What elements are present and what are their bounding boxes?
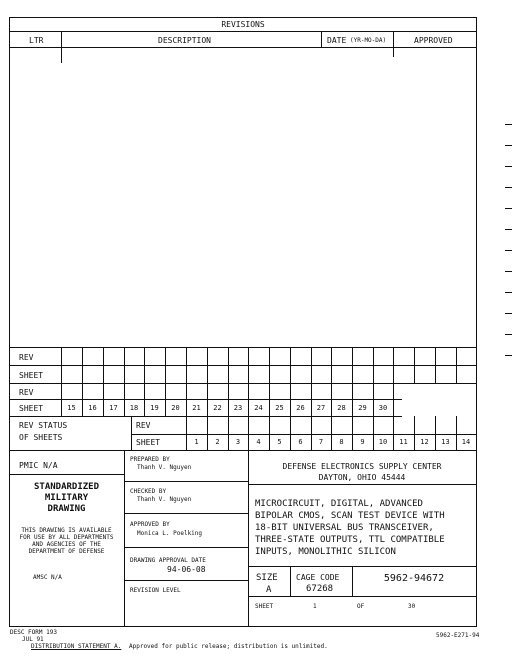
sheet-number-cell: 30 xyxy=(378,404,388,412)
sheet-label-2: SHEET xyxy=(19,404,44,413)
availability-line-3: AND AGENCIES OF THE xyxy=(32,541,101,548)
title-line-3: 18-BIT UNIVERSAL BUS TRANSCEIVER, xyxy=(255,523,434,533)
amsc-label: AMSC N/A xyxy=(33,574,62,581)
title-line-5: INPUTS, MONOLITHIC SILICON xyxy=(255,547,396,557)
of-label: OF xyxy=(357,603,365,610)
sheet-number-cell: 16 xyxy=(88,404,97,412)
cage-code-label: CAGE CODE xyxy=(296,573,340,582)
sheet-number-cell: 24 xyxy=(254,404,263,412)
sheet-number-cell: 27 xyxy=(316,404,326,412)
approved-by-label: APPROVED BY xyxy=(130,521,170,528)
sheet-number-cell: 13 xyxy=(441,438,450,446)
of-sheets-label: OF SHEETS xyxy=(19,433,63,442)
sheet-number-cell: 20 xyxy=(171,404,180,412)
availability-line-4: DEPARTMENT OF DEFENSE xyxy=(28,548,105,555)
sheet-label: SHEET xyxy=(255,603,274,610)
standardized-heading: STANDARDIZED xyxy=(33,482,100,492)
description-header: DESCRIPTION xyxy=(158,36,211,45)
agency-line-2: DAYTON, OHIO 45444 xyxy=(318,473,406,482)
sheet-number-cell: 8 xyxy=(339,438,344,446)
checked-by-label: CHECKED BY xyxy=(130,488,167,495)
cage-code-value: 67268 xyxy=(306,584,334,594)
sheet-number-cell: 14 xyxy=(461,438,471,446)
sheet-number-cell: 15 xyxy=(67,404,76,412)
title-line-4: THREE-STATE OUTPUTS, TTL COMPATIBLE xyxy=(255,535,445,545)
title-line-1: MICROCIRCUIT, DIGITAL, ADVANCED xyxy=(255,499,423,509)
sheet-number-cell: 3 xyxy=(235,438,241,446)
sheet-value: 1 xyxy=(313,603,317,610)
pmic-label: PMIC N/A xyxy=(19,461,58,470)
sheet-number-cell: 5 xyxy=(277,438,282,446)
sheet-label-1: SHEET xyxy=(19,371,44,380)
size-label: SIZE xyxy=(256,573,278,583)
availability-line-1: THIS DRAWING IS AVAILABLE xyxy=(21,527,112,534)
document-number: 5962-94672 xyxy=(383,573,445,584)
sheet-label-3: SHEET xyxy=(136,438,161,447)
sheet-number-cell: 19 xyxy=(150,404,159,412)
sheet-number-cell: 11 xyxy=(399,438,408,446)
approval-date-value: 94-06-08 xyxy=(167,565,206,574)
approved-header: APPROVED xyxy=(414,36,453,45)
rev-status-label: REV STATUS xyxy=(19,421,68,430)
sheet-number-cell: 2 xyxy=(215,438,220,446)
drawing-heading: DRAWING xyxy=(47,504,86,514)
date-header: DATE xyxy=(327,36,347,45)
sheet-number-cell: 28 xyxy=(337,404,346,412)
rev-label-3: REV xyxy=(136,421,151,430)
form-number: DESC FORM 193 xyxy=(10,629,57,636)
sheet-number-cell: 1 xyxy=(194,438,199,446)
prepared-by-label: PREPARED BY xyxy=(130,456,170,463)
rev-label-2: REV xyxy=(19,388,34,397)
reference-code: 5962-E271-94 xyxy=(436,632,480,639)
form-date: JUL 91 xyxy=(22,636,44,643)
rev-label-1: REV xyxy=(19,353,34,362)
date-format-header: (YR-MO-DA) xyxy=(350,37,387,44)
sheet-number-cell: 10 xyxy=(378,438,388,446)
sheet-number-cell: 17 xyxy=(109,404,118,412)
ltr-header: LTR xyxy=(29,36,44,45)
agency-line-1: DEFENSE ELECTRONICS SUPPLY CENTER xyxy=(282,462,442,471)
size-value: A xyxy=(266,585,272,595)
sheet-number-cell: 18 xyxy=(129,404,139,412)
revisions-title: REVISIONS xyxy=(221,20,265,29)
sheet-number-cell: 22 xyxy=(213,404,222,412)
sheet-number-cell: 4 xyxy=(256,438,261,446)
sheet-number-cell: 21 xyxy=(192,404,201,412)
approval-date-label: DRAWING APPROVAL DATE xyxy=(130,557,206,564)
prepared-by-name: Thanh V. Nguyen xyxy=(137,464,192,471)
title-line-2: BIPOLAR CMOS, SCAN TEST DEVICE WITH xyxy=(255,511,445,521)
sheet-number-cell: 6 xyxy=(298,438,303,446)
availability-line-2: FOR USE BY ALL DEPARTMENTS xyxy=(19,534,114,541)
sheet-number-cell: 26 xyxy=(296,404,305,412)
checked-by-name: Thanh V. Nguyen xyxy=(137,496,192,503)
distribution-statement-text: Approved for public release; distribution is unlimited. xyxy=(129,643,328,650)
revision-level-label: REVISION LEVEL xyxy=(130,587,181,594)
sheet-number-cell: 7 xyxy=(318,438,324,446)
military-heading: MILITARY xyxy=(44,493,89,503)
sheet-number-cell: 9 xyxy=(360,438,365,446)
of-value: 30 xyxy=(408,603,416,610)
distribution-statement-label: DISTRIBUTION STATEMENT A. xyxy=(31,643,122,650)
sheet-number-cell: 23 xyxy=(233,404,243,412)
sheet-number-cell: 25 xyxy=(275,404,284,412)
sheet-number-cell: 29 xyxy=(358,404,367,412)
sheet-number-cell: 12 xyxy=(420,438,429,446)
approved-by-name: Monica L. Poelking xyxy=(137,530,203,537)
